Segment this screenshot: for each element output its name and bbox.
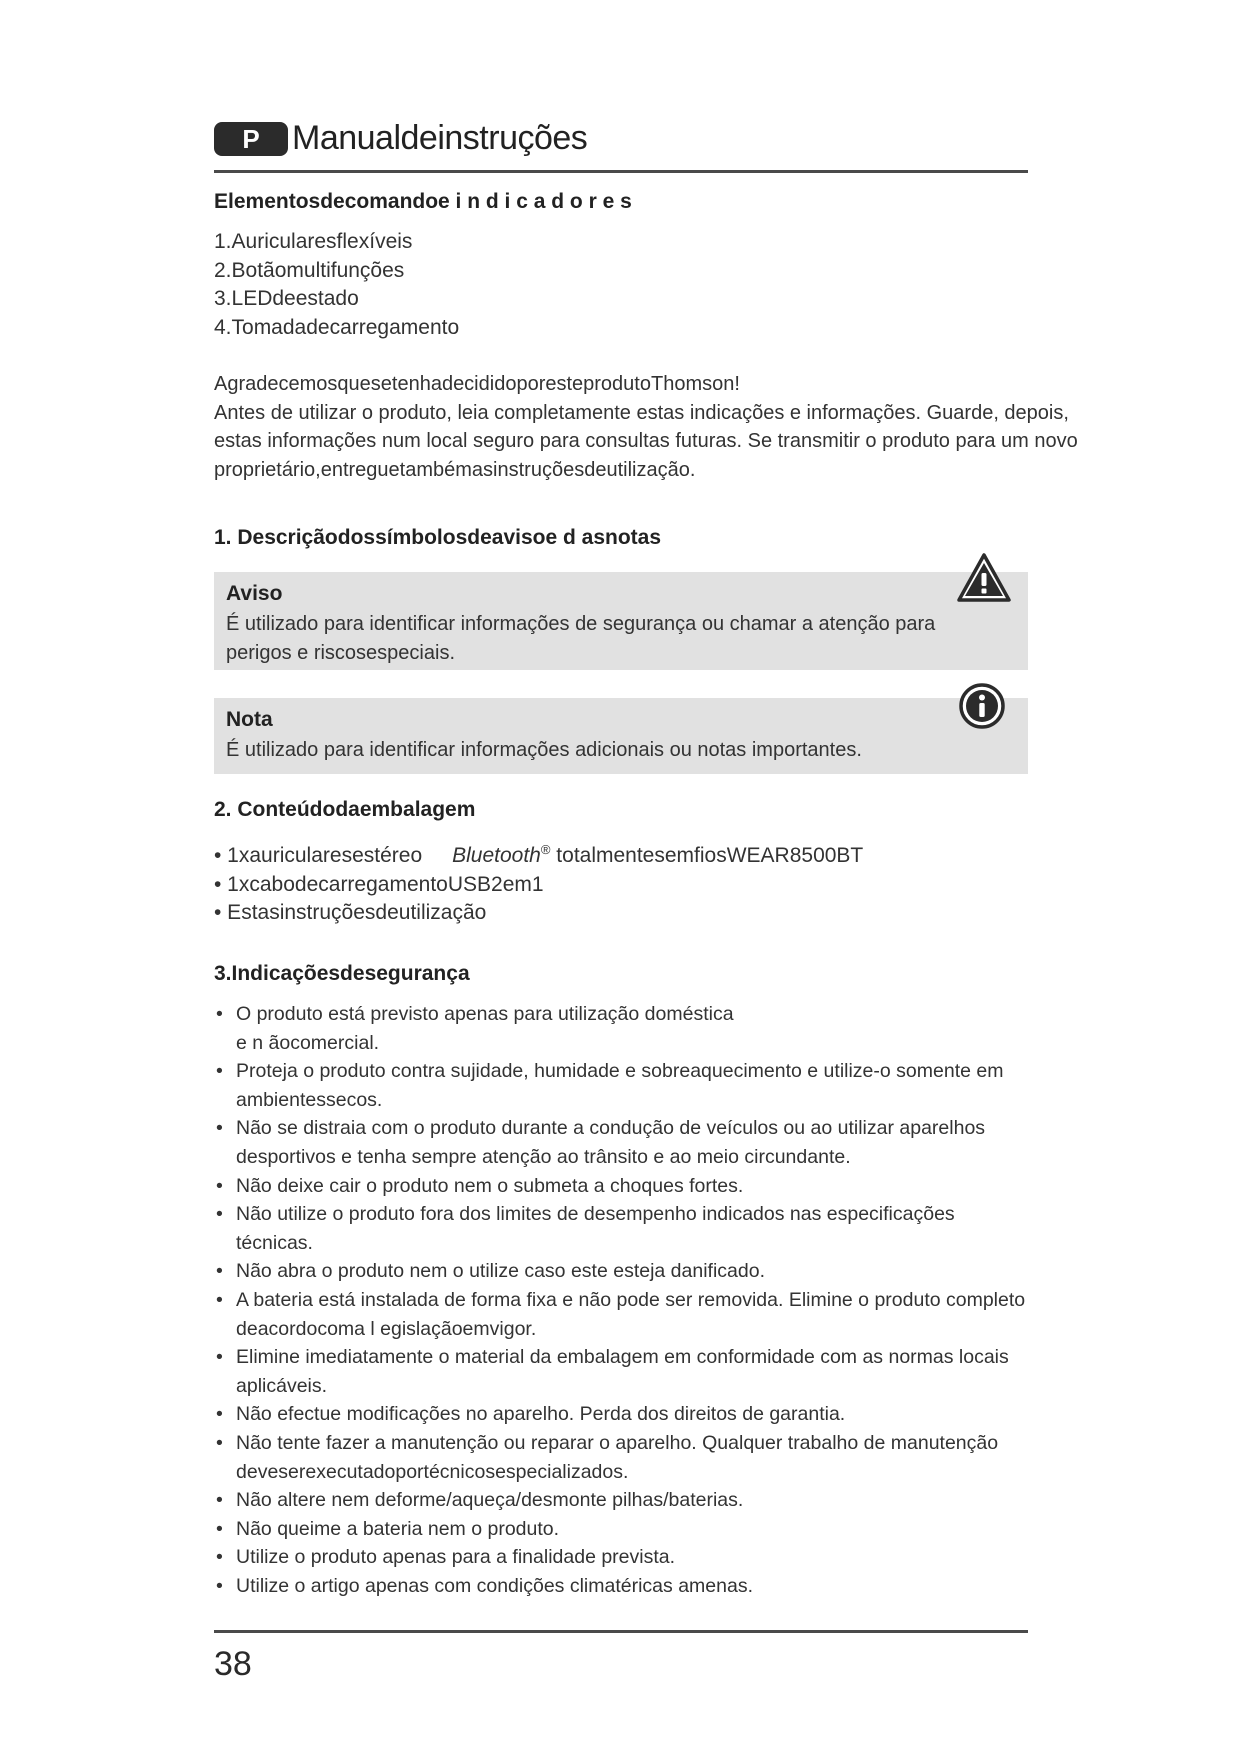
footer-divider xyxy=(214,1630,1028,1633)
list-item: 2.Botãomultifunções xyxy=(214,258,405,282)
page-number: 38 xyxy=(214,1645,252,1683)
intro-line: Antes de utilizar o produto, leia completamente estas indicações e informações. Guarde, depois, xyxy=(214,401,1069,424)
intro-line: estas informações num local seguro para consultas futuras. Se transmitir o produto para um novo xyxy=(214,430,1078,453)
section2-heading: 2. Conteúdodaembalagem xyxy=(214,798,476,821)
list-item: • Não tente fazer a manutenção ou reparar o aparelho. Qualquer trabalho de manutenção deveserexecutadoportécnicosespecializados. xyxy=(214,1429,1028,1486)
list-item xyxy=(214,836,1028,871)
section1-heading: 1. Descriçãodossímbolosdeavisoe d asnotas xyxy=(214,526,662,549)
list-item: • Não deixe cair o produto nem o submeta a choques fortes. xyxy=(214,1172,1028,1201)
bluetooth-text: Bluetooth xyxy=(452,844,541,867)
list-item: • Não se distraia com o produto durante a condução de veículos ou ao utilizar aparelhos desportivos e tenha sempre atenção ao trânsito e ao meio circundante. xyxy=(214,1114,1028,1171)
note-title: Nota xyxy=(226,708,273,731)
warning-title: Aviso xyxy=(226,582,283,605)
intro-paragraph xyxy=(214,370,1078,484)
language-badge: P xyxy=(214,122,288,156)
list-item: • Proteja o produto contra sujidade, humidade e sobreaquecimento e utilize-o somente em ambientessecos. xyxy=(214,1057,1028,1114)
intro-line: proprietário,entreguetambémasinstruçõesdeutilização. xyxy=(214,458,696,481)
list-item: • Não abra o produto nem o utilize caso este esteja danificado. xyxy=(214,1257,1028,1286)
item-text: totalmentesemfiosWEAR8500BT xyxy=(550,844,864,867)
list-item: • Utilize o produto apenas para a finalidade prevista. xyxy=(214,1543,1028,1572)
list-item: • Não efectue modificações no aparelho. Perda dos direitos de garantia. xyxy=(214,1400,1028,1429)
list-item: • Não queime a bateria nem o produto. xyxy=(214,1515,1028,1544)
list-item: • Estasinstruçõesdeutilização xyxy=(214,901,487,925)
controls-heading: Elementosdecomandoe i n d i c a d o r e s xyxy=(214,190,632,213)
list-item: • Não utilize o produto fora dos limites de desempenho indicados nas especificações técnicas. xyxy=(214,1200,1028,1257)
list-item: 3.LEDdeestado xyxy=(214,287,359,311)
list-item: • Elimine imediatamente o material da embalagem em conformidade com as normas locais aplicáveis. xyxy=(214,1343,1028,1400)
list-item: • O produto está previsto apenas para utilização doméstica xyxy=(214,1000,1028,1029)
list-item: e n ãocomercial. xyxy=(236,1031,380,1054)
registered-mark: ® xyxy=(540,842,551,857)
note-text: É utilizado para identificar informações adicionais ou notas importantes. xyxy=(226,739,862,761)
warning-text: É utilizado para identificar informações de segurança ou chamar a atenção para perigos e riscosespeciais. xyxy=(226,613,936,664)
list-item: • 1xcabodecarregamentoUSB2em1 xyxy=(214,872,544,896)
item-text: • 1xauricularesestéreo xyxy=(214,844,423,867)
package-contents-list xyxy=(214,836,1028,928)
header-divider xyxy=(214,170,1028,173)
warning-box xyxy=(214,572,1028,670)
list-item: • Utilize o artigo apenas com condições climatéricas amenas. xyxy=(214,1572,1028,1601)
page-title: Manualdeinstruções xyxy=(292,119,588,157)
list-item: • A bateria está instalada de forma fixa e não pode ser removida. Elimine o produto completo deacordocoma l egislaçãoemvigor. xyxy=(214,1286,1028,1343)
note-box xyxy=(214,698,1028,774)
warning-triangle-icon xyxy=(956,552,1012,604)
intro-line: AgradecemosquesetenhadecididoporesteprodutoThomson! xyxy=(214,373,740,395)
list-item: 1.Auricularesflexíveis xyxy=(214,230,413,253)
section3-heading: 3.Indicaçõesdesegurança xyxy=(214,962,470,985)
controls-list xyxy=(214,228,1028,342)
page-header xyxy=(214,112,1028,172)
list-item: 4.Tomadadecarregamento xyxy=(214,315,460,339)
info-circle-icon xyxy=(958,682,1006,730)
list-item: • Não altere nem deforme/aqueça/desmonte pilhas/baterias. xyxy=(214,1486,1028,1515)
safety-list xyxy=(214,1000,1028,1600)
